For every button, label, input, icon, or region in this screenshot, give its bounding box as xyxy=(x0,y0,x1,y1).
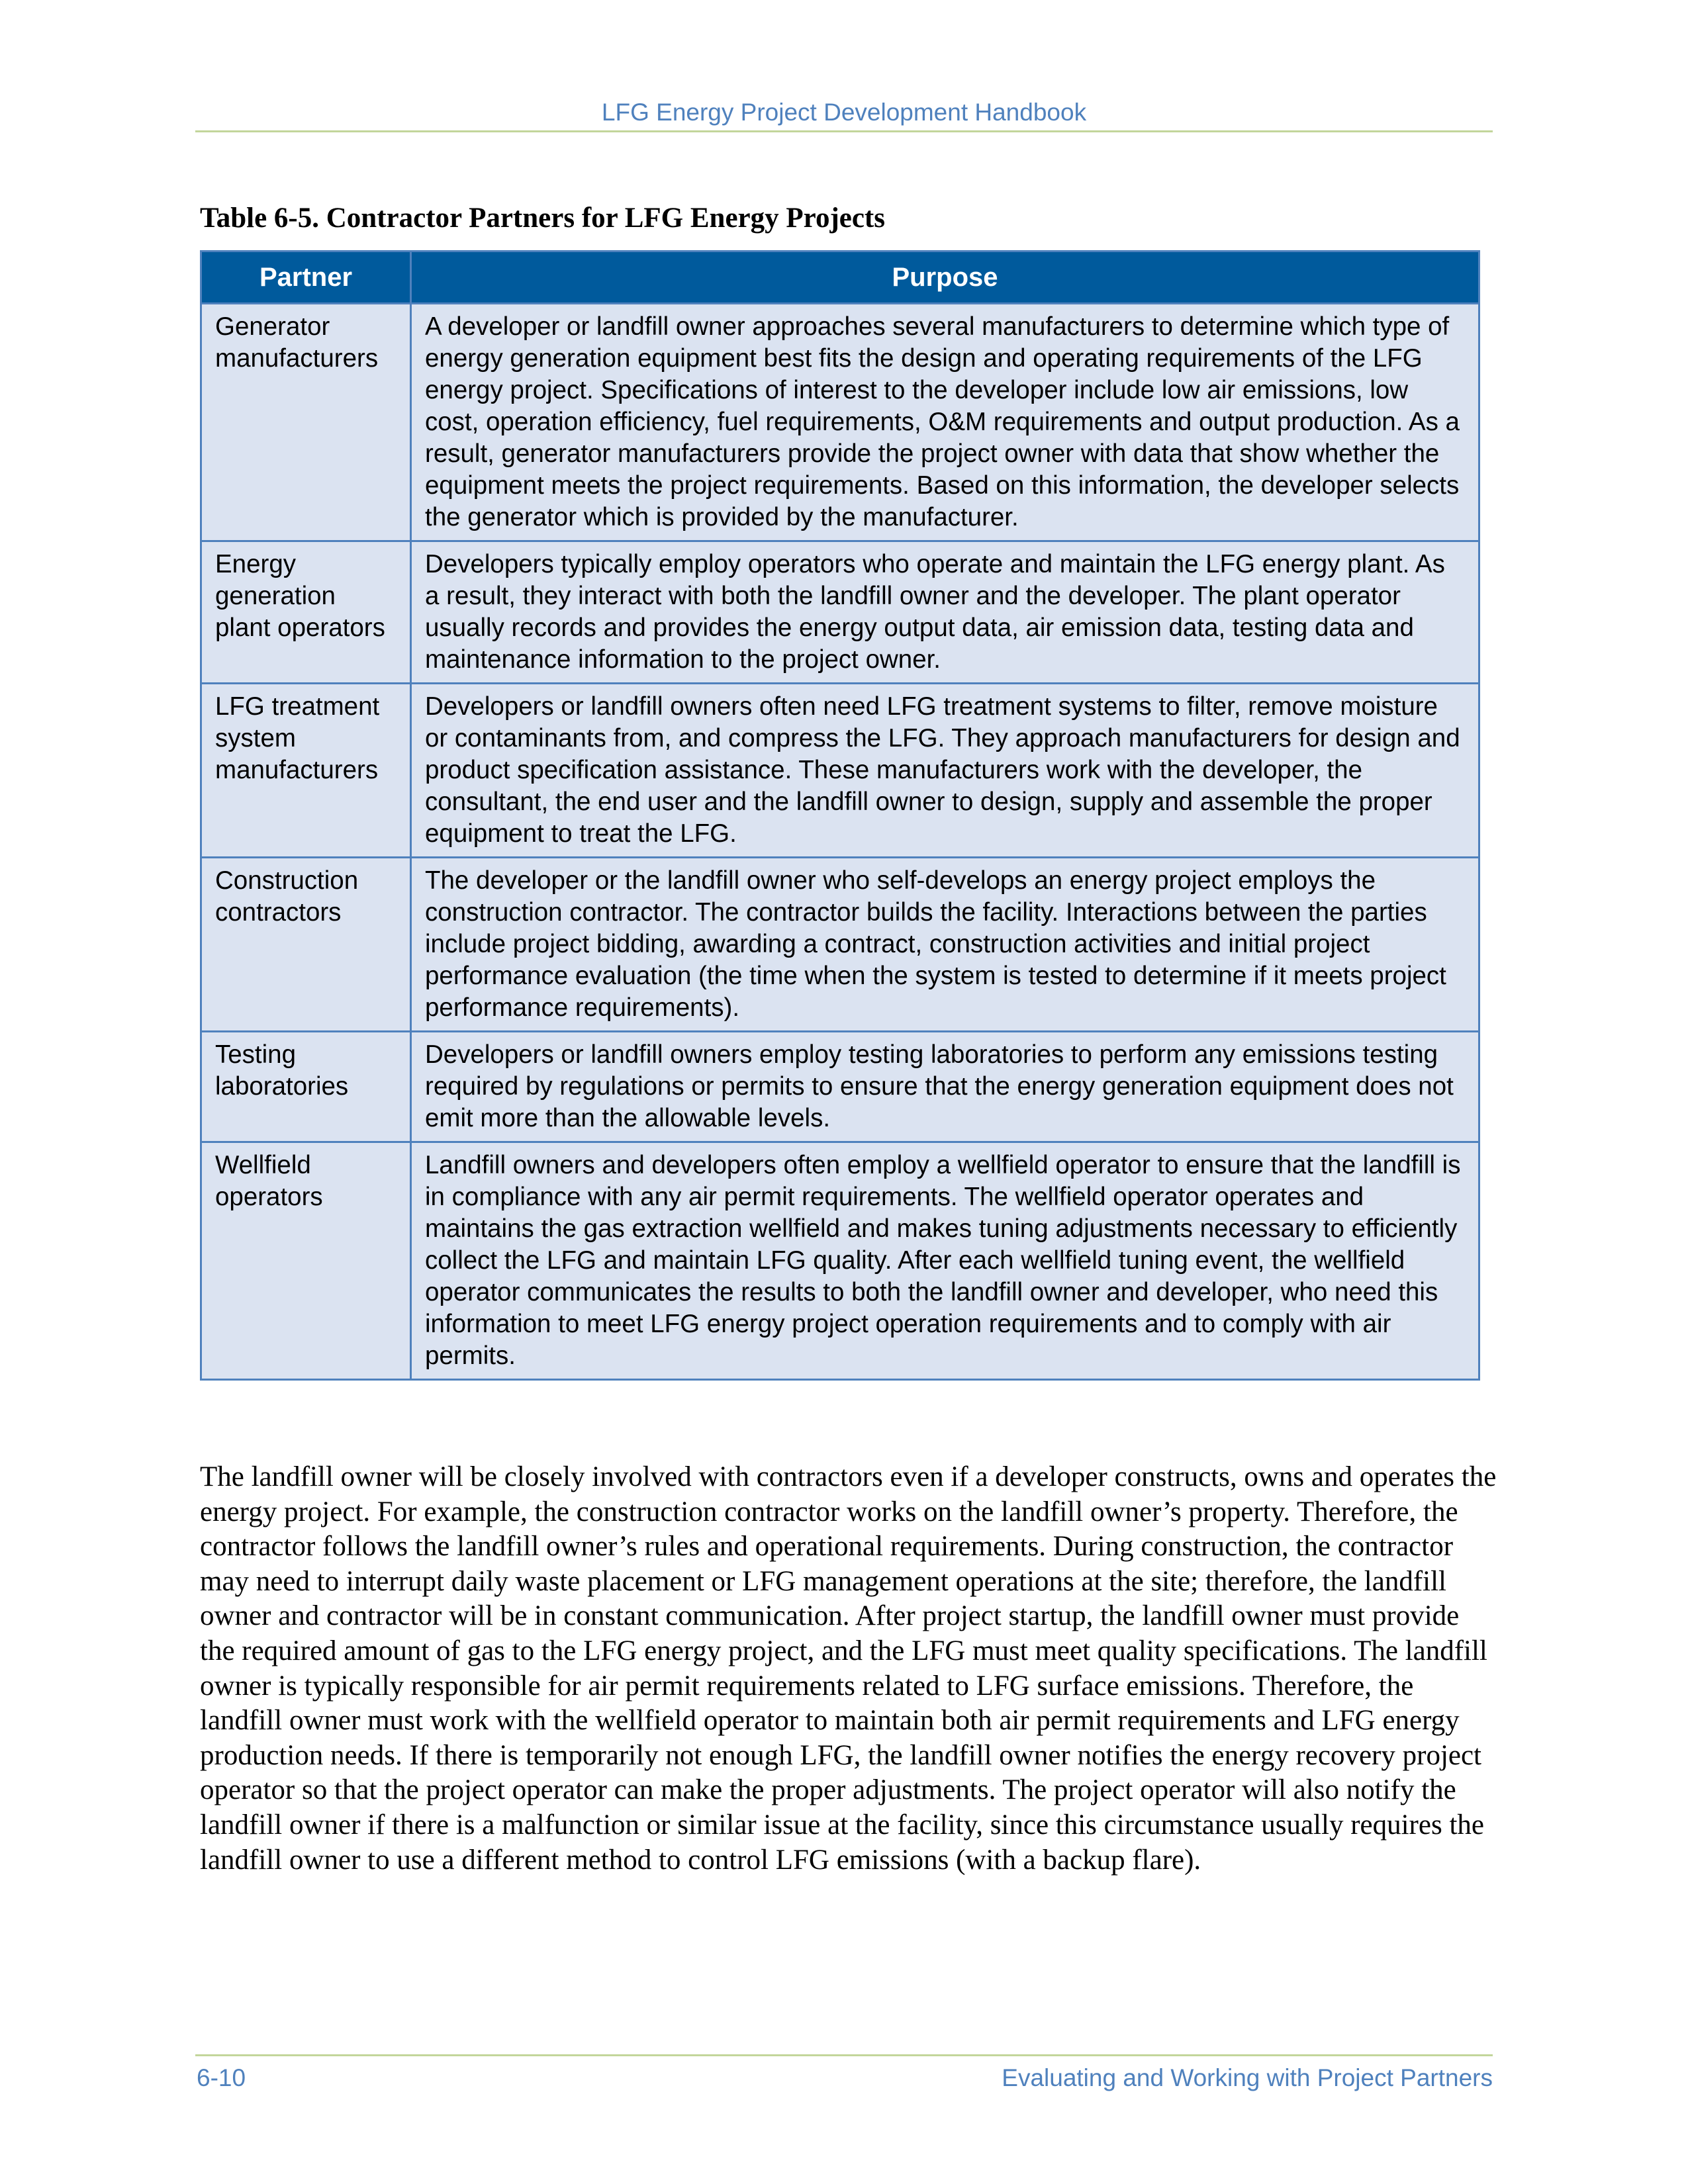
table-row xyxy=(201,1142,1479,1380)
purpose-cell: The developer or the landfill owner who self-develops an energy project employs the construction contractor. The contractor builds the facility. Interactions between the parties include project bidding, awarding a contract, construction activities and initial project performance evaluation (the time when the system is tested to determine if it meets project performance requirements). xyxy=(411,858,1479,1032)
purpose-cell: Developers typically employ operators who operate and maintain the LFG energy plant. As a result, they interact with both the landfill owner and the developer. The plant operator usually records and provides the energy output data, air emission data, testing data and maintenance information to the project owner. xyxy=(411,541,1479,684)
header-divider xyxy=(195,130,1493,132)
purpose-cell: A developer or landfill owner approaches several manufacturers to determine which type of energy generation equipment best fits the design and operating requirements of the LFG energy project. Specifications of interest to the developer include low air emissions, low cost, operation efficiency, fuel requirements, O&M requirements and output production. As a result, generator manufacturers provide the project owner with data that show whether the equipment meets the project requirements. Based on this information, the developer selects the generator which is provided by the manufacturer. xyxy=(411,304,1479,541)
table-caption: Table 6-5. Contractor Partners for LFG Energy Projects xyxy=(200,203,885,234)
partner-cell: Construction contractors xyxy=(201,858,411,1032)
table-row xyxy=(201,541,1479,684)
partner-cell: Generator manufacturers xyxy=(201,304,411,541)
footer-divider xyxy=(195,2054,1493,2056)
partner-cell: Energy generation plant operators xyxy=(201,541,411,684)
body-paragraph: The landfill owner will be closely involved with contractors even if a developer constructs, owns and operates the energy project. For example, the construction contractor works on the landfill owner’s property. Therefore, the contractor follows the landfill owner’s rules and operational requirements. During construction, the contractor may need to interrupt daily waste placement or LFG management operations at the site; therefore, the landfill owner and contractor will be in constant communication. After project startup, the landfill owner must provide the required amount of gas to the LFG energy project, and the LFG must meet quality specifications. The landfill owner is typically responsible for air permit requirements related to LFG surface emissions. Therefore, the landfill owner must work with the wellfield operator to maintain both air permit requirements and LFG energy production needs. If there is temporarily not enough LFG, the landfill owner notifies the energy recovery project operator so that the project operator can make the proper adjustments. The project operator will also notify the landfill owner if there is a malfunction or similar issue at the facility, since this circumstance usually requires the landfill owner to use a different method to control LFG emissions (with a backup flare). xyxy=(200,1461,1497,1876)
table-row xyxy=(201,304,1479,541)
partner-cell: LFG treatment system manufacturers xyxy=(201,684,411,858)
purpose-cell: Developers or landfill owners employ testing laboratories to perform any emissions testing required by regulations or permits to ensure that the energy generation equipment does not emit more than the allowable levels. xyxy=(411,1032,1479,1142)
purpose-cell: Developers or landfill owners often need LFG treatment systems to filter, remove moisture or contaminants from, and compress the LFG. They approach manufacturers for design and product specification assistance. These manufacturers work with the developer, the consultant, the end user and the landfill owner to design, supply and assemble the proper equipment to treat the LFG. xyxy=(411,684,1479,858)
footer-section-title: Evaluating and Working with Project Partners xyxy=(1002,2064,1493,2091)
contractor-partners-table xyxy=(200,250,1480,1381)
partner-cell: Testing laboratories xyxy=(201,1032,411,1142)
table-row xyxy=(201,1032,1479,1142)
page-number: 6-10 xyxy=(197,2064,246,2091)
column-header-partner: Partner xyxy=(201,251,411,304)
table-row xyxy=(201,858,1479,1032)
purpose-cell: Landfill owners and developers often employ a wellfield operator to ensure that the landfill is in compliance with any air permit requirements. The wellfield operator operates and maintains the gas extraction wellfield and makes tuning adjustments necessary to efficiently collect the LFG and maintain LFG quality. After each wellfield tuning event, the wellfield operator communicates the results to both the landfill owner and developer, who need this information to meet LFG energy project operation requirements and to comply with air permits. xyxy=(411,1142,1479,1380)
table-header-row xyxy=(201,251,1479,304)
partner-cell: Wellfield operators xyxy=(201,1142,411,1380)
table-row xyxy=(201,684,1479,858)
running-header: LFG Energy Project Development Handbook xyxy=(601,99,1087,126)
column-header-purpose: Purpose xyxy=(411,251,1479,304)
